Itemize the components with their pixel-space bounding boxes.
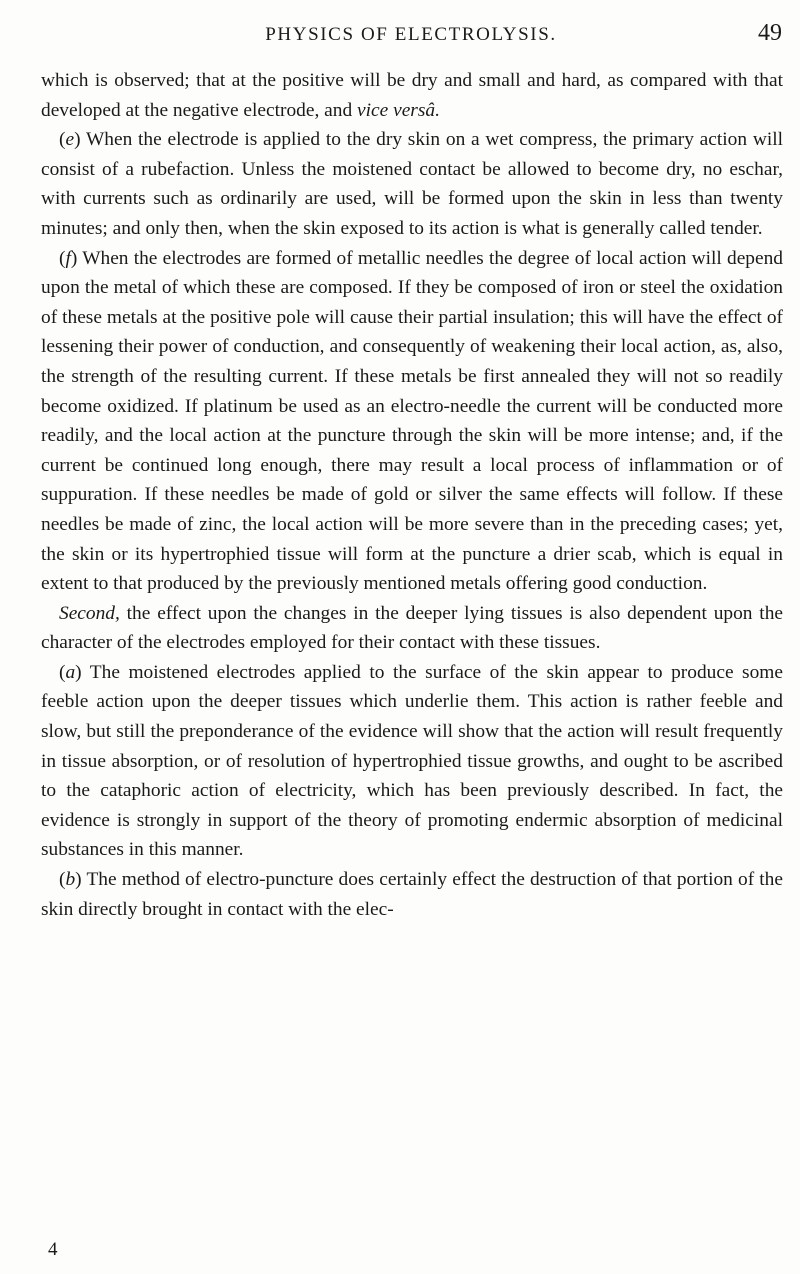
paragraph-text: When the electrodes are formed of metallic needles the degree of local action will depend upon the metal of which these are composed. If they be composed of iron or steel the oxidation of these metals at the positive pole will cause their partial insulation; this will have the effect of lessening their power of conduction, and consequently of weakening their local action, as, also, the strength of the resulting current. If these metals be first annealed they will not so readily become oxidized. If platinum be used as an electro-needle the current will be conducted more readily, and the local action at the puncture through the skin will be more intense; and, if the current be continued long enough, there may result a local process of inflammation or of suppuration. If these needles be made of gold or silver the same effects will follow. If these needles be made of zinc, the local action will be more severe than in the preceding cases; yet, the skin or its hypertrophied tissue will form at the puncture a drier scab, which is equal in extent to that produced by the previously mentioned metals offering good conduction. [41,247,783,595]
paragraph-f: (f) When the electrodes are formed of metallic needles the degree of local action will depend upon the metal of which these are composed. If they be composed of iron or steel the oxidation of these metals at the positive pole will cause their partial insulation; this will have the effect of lessening their power of conduction, and consequently of weakening their local action, as, also, the strength of the resulting current. If these metals be first annealed they will not so readily become oxidized. If platinum be used as an electro-needle the current will be conducted more readily, and the local action at the puncture through the skin will be more intense; and, if the current be continued long enough, there may result a local process of inflammation or of suppuration. If these needles be made of gold or silver the same effects will follow. If these needles be made of zinc, the local action will be more severe than in the preceding cases; yet, the skin or its hypertrophied tissue will form at the puncture a drier scab, which is equal in extent to that produced by the previously mentioned metals offering good conduction. [41,247,783,595]
running-title: PHYSICS OF ELECTROLYSIS. [265,24,557,45]
paragraph-text: The method of electro-puncture does certainly effect the destruction of that portion of the skin directly brought in contact with the elec- [41,869,783,920]
body-text [41,66,783,924]
paragraph-b: (b) The method of electro-puncture does certainly effect the destruction of that portion of the skin directly brought in contact with the elec- [41,869,783,920]
running-head [40,20,782,50]
paragraph-text: which is observed; that at the positive will be dry and small and hard, as compared with that developed at the negative electrode, and [41,70,783,121]
paragraph-continuation [41,66,783,125]
paragraph-marker: f [65,247,71,269]
paragraph-e: (e) When the electrode is applied to the dry skin on a wet compress, the primary action will consist of a rubefaction. Unless the moistened contact be allowed to become dry, no eschar, with currents such as ordinarily are used, will be formed upon the skin in less than twenty minutes; and only then, when the skin exposed to its action is what is generally called tender. [41,129,783,239]
paragraph-marker: a [65,661,76,683]
paragraph-second [41,599,783,658]
paragraph-a: (a) The moistened electrodes applied to the surface of the skin appear to produce some feeble action upon the deeper tissues which underlie them. This action is rather feeble and slow, but still the preponderance of the evidence will show that the action will result frequently in tissue absorption, or of resolution of hypertrophied tissue growths, and ought to be ascribed to the cataphoric action of electricity, which has been previously described. In fact, the evidence is strongly in support of the theory of promoting endermic absorption of medicinal substances in this manner. [41,661,783,861]
paragraph-lead: Second, [59,602,120,624]
paragraph-text: When the electrode is applied to the dry skin on a wet compress, the primary action will consist of a rubefaction. Unless the moistened contact be allowed to become dry, no eschar, with currents such as ordinarily are used, will be formed upon the skin in less than twenty minutes; and only then, when the skin exposed to its action is what is generally called tender. [41,129,783,239]
page-number: 49 [758,20,782,46]
signature-mark: 4 [48,1239,58,1260]
paragraph-text: The moistened electrodes applied to the surface of the skin appear to produce some feeble action upon the deeper tissues which underlie them. This action is rather feeble and slow, but still the preponderance of the evidence will show that the action will result frequently in tissue absorption, or of resolution of hypertrophied tissue growths, and ought to be ascribed to the cataphoric action of electricity, which has been previously described. In fact, the evidence is strongly in support of the theory of promoting endermic absorption of medicinal substances in this manner. [41,661,783,861]
paragraph-marker: e [65,129,75,151]
paragraph-marker: b [65,869,76,891]
italic-phrase: vice versâ. [357,99,440,121]
paragraph-text: the effect upon the changes in the deeper lying tissues is also dependent upon the character of the electrodes employed for their contact with these tissues. [41,602,783,654]
